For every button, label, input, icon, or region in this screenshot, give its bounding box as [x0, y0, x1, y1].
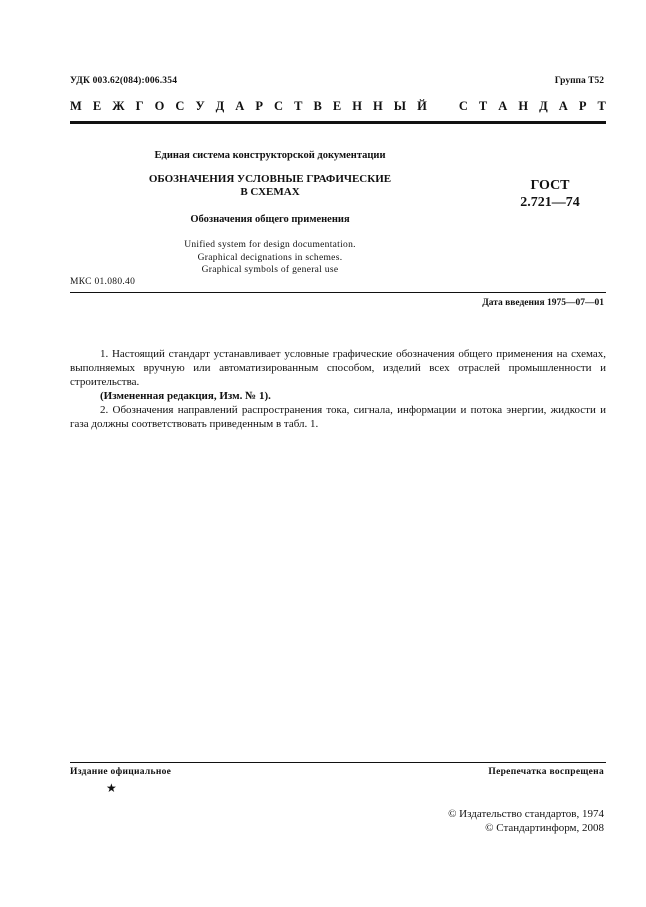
header-rule	[70, 121, 606, 124]
heading-letter: Р	[578, 99, 587, 113]
heading-letter: Т	[597, 99, 606, 113]
copyright-1: © Издательство стандартов, 1974	[448, 808, 604, 820]
heading-letter: Д	[215, 99, 225, 113]
mks-code: МКС 01.080.40	[70, 277, 136, 287]
title-line-1: ОБОЗНАЧЕНИЯ УСЛОВНЫЕ ГРАФИЧЕСКИЕ	[148, 173, 392, 185]
heading-letter: Ы	[393, 99, 407, 113]
english-line-2: Graphical decignations in schemes.	[197, 252, 343, 263]
paragraph-2: 2. Обозначения направлений распространения тока, сигнала, информации и потока энергии, жидкости и газа должны соответствовать приведенным в табл. 1.	[70, 404, 606, 430]
heading-letter: Н	[518, 99, 529, 113]
heading-letter: Р	[255, 99, 263, 113]
introduction-date: Дата введения 1975—07—01	[482, 298, 604, 308]
heading-letter: Т	[294, 99, 303, 113]
interstate-standard-heading	[70, 99, 606, 114]
heading-letter: В	[313, 99, 322, 113]
heading-letter: Д	[539, 99, 548, 113]
heading-letter: Ж	[112, 99, 125, 113]
english-line-1: Unified system for design documentation.	[184, 240, 356, 250]
title-block-rule	[70, 292, 606, 293]
heading-letter: С	[274, 99, 284, 113]
copyright-block	[448, 807, 604, 835]
heading-letter: Е	[92, 99, 102, 113]
heading-letter: О	[154, 99, 165, 113]
udk-code: УДК 003.62(084):006.354	[70, 76, 178, 86]
reprint-prohibited-label: Перепечатка воспрещена	[488, 767, 604, 777]
footer-rule	[70, 762, 606, 763]
heading-letter: А	[558, 99, 568, 113]
document-subtitle: Обозначения общего применения	[190, 214, 350, 225]
title-line-2: В СХЕМАХ	[240, 186, 300, 198]
heading-letter: Г	[135, 99, 144, 113]
heading-letter: Й	[417, 99, 427, 113]
document-body	[70, 347, 606, 431]
copyright-2: © Стандартинформ, 2008	[485, 822, 604, 834]
group-code: Группа Т52	[554, 76, 604, 86]
official-edition-label: Издание официальное	[70, 767, 172, 777]
heading-letter: А	[498, 99, 508, 113]
english-line-3: Graphical symbols of general use	[201, 265, 339, 275]
star-icon: ★	[106, 781, 117, 795]
gost-number: 2.721—74	[520, 195, 580, 210]
heading-letter: С	[175, 99, 185, 113]
gost-designation	[490, 177, 610, 211]
heading-letter: Т	[478, 99, 488, 113]
document-title	[70, 173, 470, 199]
gost-label: ГОСТ	[530, 178, 570, 193]
amendment-note: (Измененная редакция, Изм. № 1).	[100, 390, 271, 402]
heading-letter: У	[195, 99, 205, 113]
heading-letter: Е	[332, 99, 342, 113]
english-title	[70, 239, 470, 277]
heading-letter: А	[235, 99, 245, 113]
heading-letter: Н	[372, 99, 383, 113]
heading-letter	[438, 99, 448, 114]
paragraph-1: 1. Настоящий стандарт устанавливает условные графические обозначения общего применения на схемах, выполняемых вручную или автоматизированным способом, изделий всех отраслей промышленности и строительства.	[70, 348, 606, 388]
espd-system-name: Единая система конструкторской документации	[154, 150, 386, 161]
heading-letter: Н	[352, 99, 362, 113]
heading-letter: С	[458, 99, 468, 113]
heading-letter: М	[70, 99, 82, 113]
